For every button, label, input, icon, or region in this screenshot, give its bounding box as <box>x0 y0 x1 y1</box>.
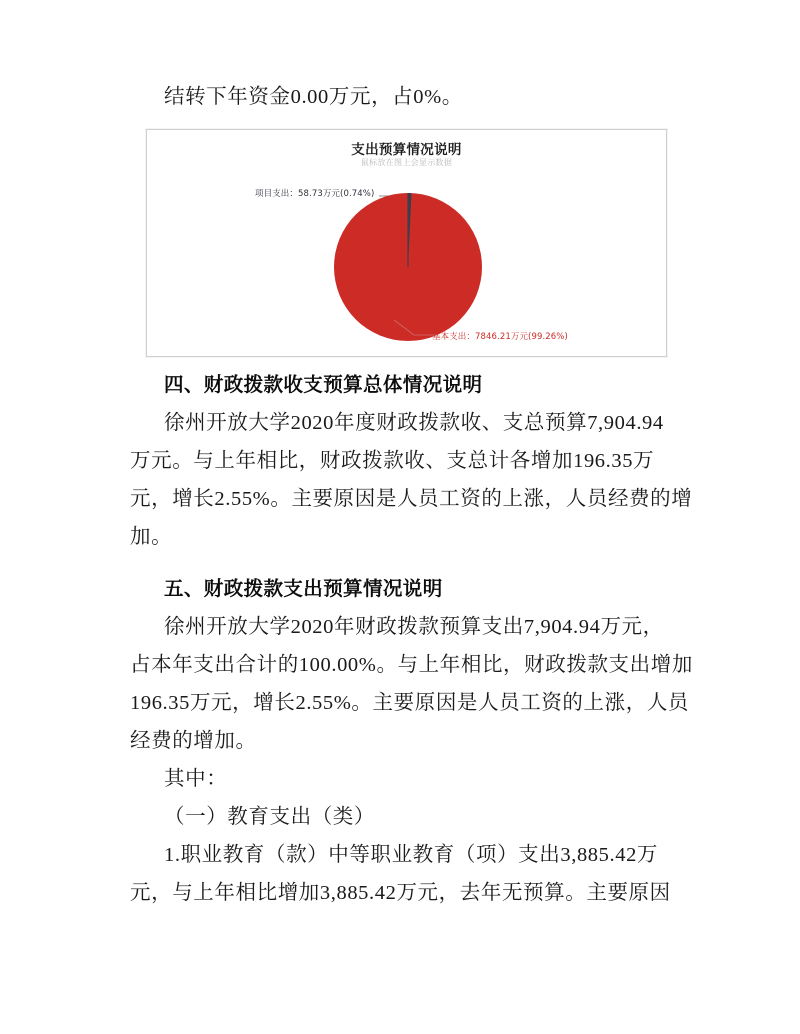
paragraph-carryover: 结转下年资金0.00万元，占0%。 <box>164 86 463 108</box>
document-body <box>130 78 675 116</box>
section-5-line-2: 占本年支出合计的100.00%。与上年相比，财政拨款支出增加 <box>130 654 693 676</box>
trailing-line-4: 元，与上年相比增加3,885.42万元，去年无预算。主要原因 <box>130 882 671 904</box>
section-5-line-3: 196.35万元，增长2.55%。主要原因是人员工资的上涨，人员 <box>130 692 690 714</box>
section-4-line-1: 徐州开放大学2020年度财政拨款收、支总预算7,904.94 <box>164 412 664 434</box>
pie-label-basic-expenditure: 基本支出：7846.21万元(99.26%) <box>432 332 568 342</box>
section-4-line-4: 加。 <box>130 526 173 548</box>
section-heading-4: 四、财政拨款收支预算总体情况说明 <box>164 373 483 396</box>
section-5-line-1: 徐州开放大学2020年财政拨款预算支出7,904.94万元， <box>164 616 664 638</box>
chart-subtitle: 鼠标放在图上会显示数据 <box>360 158 453 167</box>
pie-label-project-expenditure: 项目支出：58.73万元(0.74%) <box>255 189 375 199</box>
section-4-line-2: 万元。与上年相比，财政拨款收、支总计各增加196.35万 <box>130 450 655 472</box>
section-5-line-4: 经费的增加。 <box>130 730 257 752</box>
trailing-line-2: （一）教育支出（类） <box>164 806 375 828</box>
chart-title: 支出预算情况说明 <box>351 142 462 158</box>
trailing-line-1: 其中： <box>164 768 228 790</box>
trailing-line-3: 1.职业教育（款）中等职业教育（项）支出3,885.42万 <box>164 844 659 866</box>
expenditure-budget-pie-chart[interactable] <box>146 129 667 357</box>
document-body-lower <box>130 366 693 912</box>
section-heading-5: 五、财政拨款支出预算情况说明 <box>164 577 443 600</box>
section-4-line-3: 元，增长2.55%。主要原因是人员工资的上涨，人员经费的增 <box>130 488 693 510</box>
